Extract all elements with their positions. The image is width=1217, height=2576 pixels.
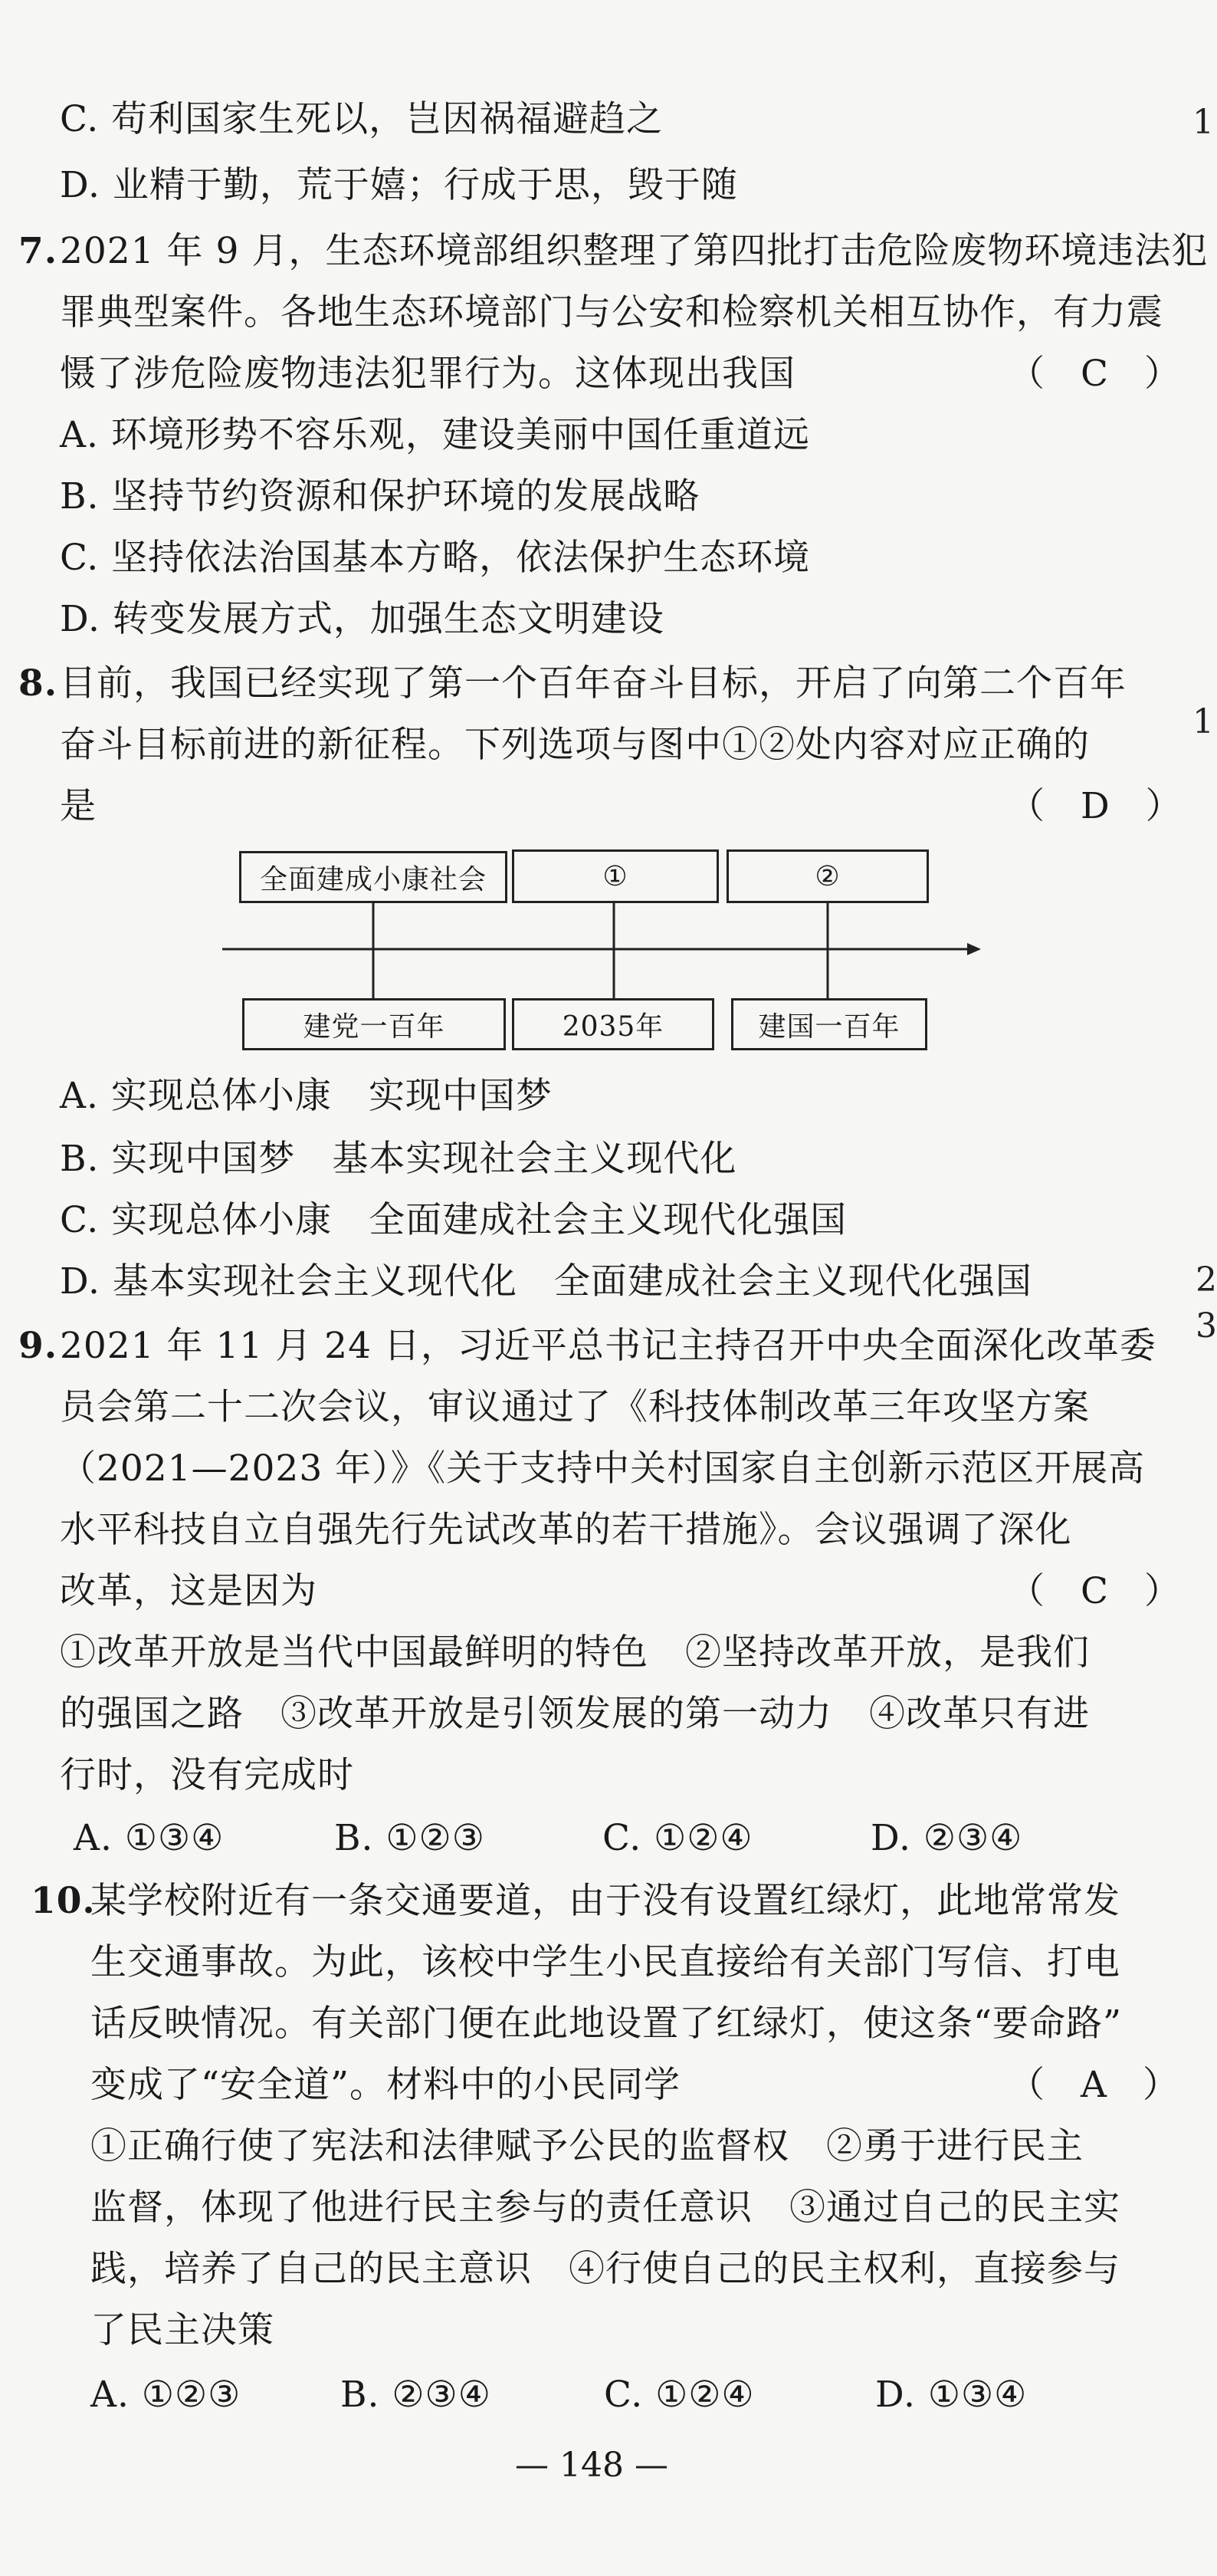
question-10-statement: ①正确行使了宪法和法律赋予公民的监督权 ②勇于进行民主 xyxy=(90,2125,1084,2167)
question-9-answer: （ C ） xyxy=(1009,1570,1180,1612)
question-7-number: 7. xyxy=(18,230,58,272)
diagram-box-top-2: ① xyxy=(512,849,719,903)
question-8-line: 是 xyxy=(60,785,97,827)
question-8-line: 目前，我国已经实现了第一个百年奋斗目标，开启了向第二个百年 xyxy=(60,662,1127,705)
question-10-choice-d: D. ①③④ xyxy=(875,2374,1028,2416)
question-10-choice-c: C. ①②④ xyxy=(604,2374,755,2416)
question-7-answer: （ C ） xyxy=(1009,353,1180,395)
question-8-option-b: B. 实现中国梦 基本实现社会主义现代化 xyxy=(60,1138,737,1180)
question-7-option-c: C. 坚持依法治国基本方略，依法保护生态环境 xyxy=(60,537,811,579)
option-d-prev: D. 业精于勤，荒于嬉；行成于思，毁于随 xyxy=(60,164,738,206)
question-7-option-b: B. 坚持节约资源和保护环境的发展战略 xyxy=(60,475,700,518)
question-9-statement: 的强国之路 ③改革开放是引领发展的第一动力 ④改革只有进 xyxy=(60,1693,1090,1735)
question-10-line: 某学校附近有一条交通要道，由于没有设置红绿灯，此地常常发 xyxy=(90,1880,1120,1922)
question-10-statement: 践，培养了自己的民主意识 ④行使自己的民主权利，直接参与 xyxy=(90,2248,1120,2290)
diagram-box-bottom-3: 建国一百年 xyxy=(731,998,927,1050)
diagram-box-top-1: 全面建成小康社会 xyxy=(239,851,507,903)
question-8-option-c: C. 实现总体小康 全面建成社会主义现代化强国 xyxy=(60,1199,848,1241)
page-number: — 148 — xyxy=(515,2446,668,2485)
question-10-statement: 了民主决策 xyxy=(90,2309,274,2351)
question-9-statement: ①改革开放是当代中国最鲜明的特色 ②坚持改革开放，是我们 xyxy=(60,1631,1090,1674)
question-9-line: （2021—2023 年）》《关于支持中关村国家自主创新示范区开展高 xyxy=(60,1447,1146,1490)
question-7-line: 罪典型案件。各地生态环境部门与公安和检察机关相互协作，有力震 xyxy=(60,291,1163,334)
question-9-line: 员会第二十二次会议，审议通过了《科技体制改革三年攻坚方案 xyxy=(60,1386,1090,1428)
question-7-line: 2021 年 9 月，生态环境部组织整理了第四批打击危险废物环境违法犯 xyxy=(60,230,1209,272)
question-10-line: 生交通事故。为此，该校中学生小民直接给有关部门写信、打电 xyxy=(90,1941,1120,1983)
question-7-line: 慑了涉危险废物违法犯罪行为。这体现出我国 xyxy=(60,353,795,395)
question-8-option-a: A. 实现总体小康 实现中国梦 xyxy=(60,1075,553,1117)
question-8-answer: （ D ） xyxy=(1009,785,1182,827)
question-8-option-d: D. 基本实现社会主义现代化 全面建成社会主义现代化强国 xyxy=(60,1260,1032,1303)
diagram-box-bottom-2: 2035年 xyxy=(512,998,714,1050)
question-8-number: 8. xyxy=(18,662,58,705)
question-10-answer: （ A ） xyxy=(1009,2064,1179,2106)
question-9-choice-c: C. ①②④ xyxy=(602,1817,753,1859)
question-9-choice-d: D. ②③④ xyxy=(871,1817,1023,1859)
question-10-choice-a: A. ①②③ xyxy=(90,2374,241,2416)
question-7-option-a: A. 环境形势不容乐观，建设美丽中国任重道远 xyxy=(60,414,810,456)
question-9-number: 9. xyxy=(18,1325,58,1367)
diagram-box-top-3: ② xyxy=(727,849,929,903)
question-10-number: 10. xyxy=(31,1880,96,1922)
question-10-choice-b: B. ②③④ xyxy=(340,2374,491,2416)
option-c-prev: C. 苟利国家生死以，岂因祸福避趋之 xyxy=(60,98,664,140)
diagram-box-bottom-1: 建党一百年 xyxy=(242,998,506,1050)
question-9-statement: 行时，没有完成时 xyxy=(60,1754,354,1796)
margin-mark: 1 xyxy=(1192,702,1214,741)
question-9-choice-b: B. ①②③ xyxy=(334,1817,485,1859)
question-8-line: 奋斗目标前进的新征程。下列选项与图中①②处内容对应正确的 xyxy=(60,724,1090,766)
question-10-line: 变成了“安全道”。材料中的小民同学 xyxy=(90,2064,681,2106)
margin-mark: 1 xyxy=(1192,103,1214,142)
question-9-line: 改革，这是因为 xyxy=(60,1570,317,1612)
margin-mark: 3 xyxy=(1196,1306,1217,1346)
question-9-choice-a: A. ①③④ xyxy=(74,1817,225,1859)
question-7-option-d: D. 转变发展方式，加强生态文明建设 xyxy=(60,598,664,640)
question-10-line: 话反映情况。有关部门便在此地设置了红绿灯，使这条“要命路” xyxy=(90,2003,1123,2045)
question-10-statement: 监督，体现了他进行民主参与的责任意识 ③通过自己的民主实 xyxy=(90,2187,1120,2229)
question-9-line: 2021 年 11 月 24 日，习近平总书记主持召开中央全面深化改革委 xyxy=(60,1325,1156,1367)
margin-mark: 2 xyxy=(1196,1260,1217,1300)
question-9-line: 水平科技自立自强先行先试改革的若干措施》。会议强调了深化 xyxy=(60,1509,1072,1551)
